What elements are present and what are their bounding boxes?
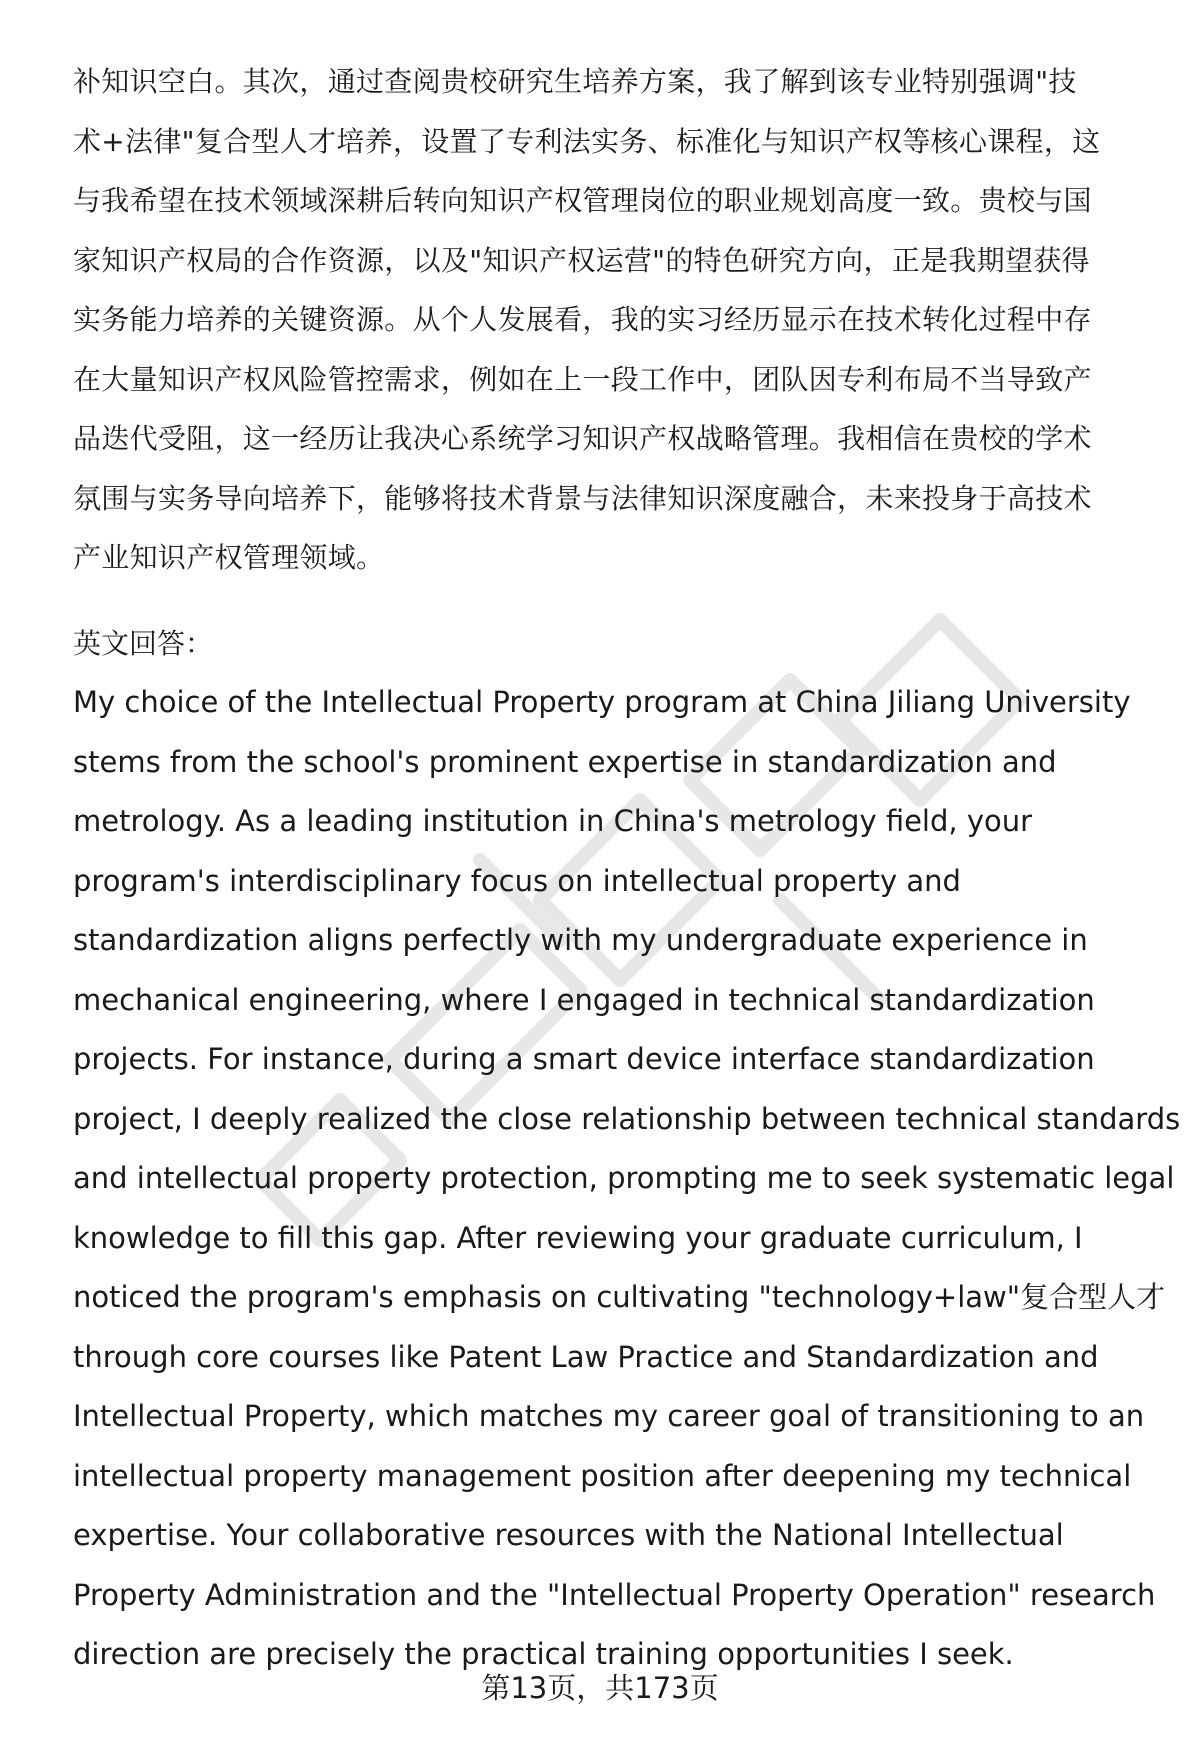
text-line: 氛围与实务导向培养下，能够将技术背景与法律知识深度融合，未来投身于高技术 bbox=[73, 481, 1092, 515]
english-answer-paragraph bbox=[73, 673, 1181, 1685]
page-content bbox=[73, 52, 1181, 1685]
chinese-answer-paragraph bbox=[73, 52, 1153, 588]
text-line: noticed the program's emphasis on cultivating "technology+law"复合型人才 bbox=[73, 1280, 1166, 1314]
english-answer-label: 英文回答： bbox=[73, 626, 214, 660]
text-line: expertise. Your collaborative resources with the National Intellectual bbox=[73, 1518, 1064, 1552]
text-line: 家知识产权局的合作资源，以及"知识产权运营"的特色研究方向，正是我期望获得 bbox=[73, 243, 1090, 277]
text-line: 品迭代受阻，这一经历让我决心系统学习知识产权战略管理。我相信在贵校的学术 bbox=[73, 422, 1092, 455]
text-line: direction are precisely the practical training opportunities I seek. bbox=[73, 1637, 1014, 1671]
text-line: Property Administration and the "Intellectual Property Operation" research bbox=[73, 1577, 1156, 1612]
text-line: mechanical engineering, where I engaged in technical standardization bbox=[73, 982, 1095, 1017]
text-line: My choice of the Intellectual Property program at China Jiliang University bbox=[73, 685, 1131, 719]
text-line: knowledge to fill this gap. After reviewing your graduate curriculum, I bbox=[73, 1220, 1083, 1255]
text-line: intellectual property management position after deepening my technical bbox=[73, 1458, 1132, 1493]
text-line: and intellectual property protection, prompting me to seek systematic legal bbox=[73, 1161, 1175, 1195]
text-line: metrology. As a leading institution in China's metrology field, your bbox=[73, 804, 1033, 838]
text-line: 补知识空白。其次，通过查阅贵校研究生培养方案，我了解到该专业特别强调"技 bbox=[73, 65, 1077, 98]
text-line: program's interdisciplinary focus on intellectual property and bbox=[73, 863, 961, 898]
text-line: 产业知识产权管理领域。 bbox=[73, 541, 385, 574]
text-line: project, I deeply realized the close relationship between technical standards bbox=[73, 1101, 1181, 1136]
text-line: 实务能力培养的关键资源。从个人发展看，我的实习经历显示在技术转化过程中存 bbox=[73, 303, 1092, 336]
text-line: stems from the school's prominent expertise in standardization and bbox=[73, 744, 1057, 779]
page-number-footer: 第13页，共173页 bbox=[481, 1671, 719, 1705]
text-line: projects. For instance, during a smart device interface standardization bbox=[73, 1042, 1095, 1076]
text-line: 术+法律"复合型人才培养，设置了专利法实务、标准化与知识产权等核心课程，这 bbox=[73, 124, 1101, 158]
text-line: standardization aligns perfectly with my undergraduate experience in bbox=[73, 923, 1088, 957]
text-line: Intellectual Property, which matches my career goal of transitioning to an bbox=[73, 1399, 1145, 1433]
text-line: 与我希望在技术领域深耕后转向知识产权管理岗位的职业规划高度一致。贵校与国 bbox=[73, 184, 1092, 217]
text-line: through core courses like Patent Law Practice and Standardization and bbox=[73, 1339, 1099, 1374]
text-line: 在大量知识产权风险管控需求，例如在上一段工作中，团队因专利布局不当导致产 bbox=[73, 362, 1092, 396]
